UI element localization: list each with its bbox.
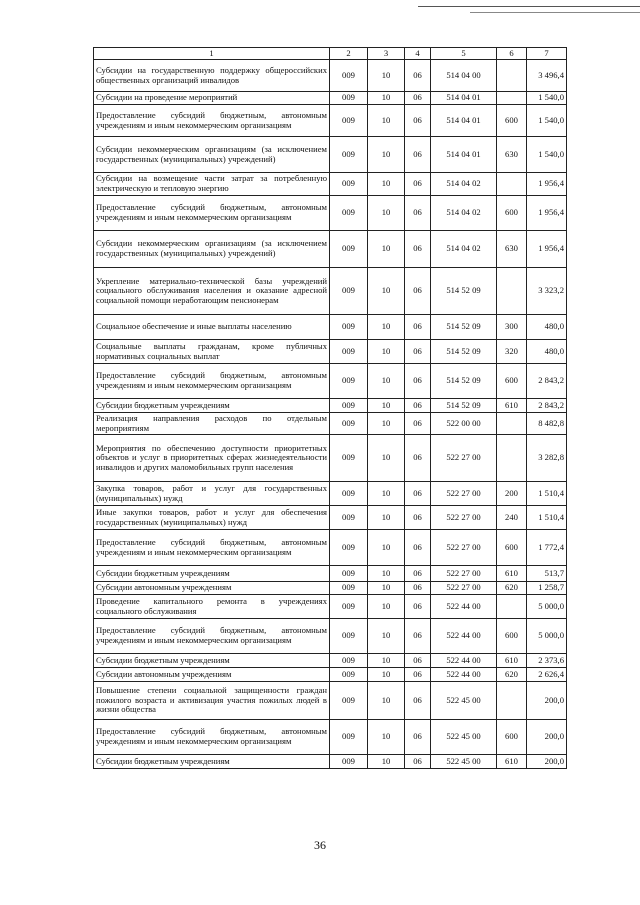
row-description: Субсидии автономным учреждениям xyxy=(94,582,330,595)
target-article-code: 514 52 09 xyxy=(431,340,497,364)
target-article-code: 514 52 09 xyxy=(431,315,497,340)
expense-type-code xyxy=(497,92,527,105)
row-description: Закупка товаров, работ и услуг для государственных (муниципальных) нужд xyxy=(94,482,330,506)
section-code: 10 xyxy=(368,506,405,530)
section-code: 10 xyxy=(368,582,405,595)
expense-type-code: 300 xyxy=(497,315,527,340)
subsection-code: 06 xyxy=(405,196,431,231)
expense-type-code: 620 xyxy=(497,582,527,595)
ministry-code: 009 xyxy=(330,268,368,315)
column-header: 2 xyxy=(330,48,368,60)
row-description: Субсидии на государственную поддержку общероссийских общественных организаций инвалидов xyxy=(94,60,330,92)
table-row xyxy=(94,582,567,595)
amount-value: 480,0 xyxy=(527,315,567,340)
target-article-code: 514 52 09 xyxy=(431,364,497,399)
subsection-code: 06 xyxy=(405,413,431,435)
amount-value: 2 373,6 xyxy=(527,654,567,668)
expense-type-code xyxy=(497,60,527,92)
subsection-code: 06 xyxy=(405,105,431,137)
row-description: Субсидии на возмещение части затрат за потребленную электрическую и тепловую энергию xyxy=(94,173,330,196)
section-code: 10 xyxy=(368,399,405,413)
column-header: 7 xyxy=(527,48,567,60)
row-description: Иные закупки товаров, работ и услуг для обеспечения государственных (муниципальных) нужд xyxy=(94,506,330,530)
column-header: 1 xyxy=(94,48,330,60)
expense-type-code xyxy=(497,595,527,619)
subsection-code: 06 xyxy=(405,231,431,268)
row-description: Субсидии на проведение мероприятий xyxy=(94,92,330,105)
expense-type-code: 610 xyxy=(497,399,527,413)
table-row xyxy=(94,173,567,196)
target-article-code: 514 04 00 xyxy=(431,60,497,92)
expense-type-code: 600 xyxy=(497,105,527,137)
row-description: Субсидии бюджетным учреждениям xyxy=(94,755,330,769)
section-code: 10 xyxy=(368,619,405,654)
table-row xyxy=(94,92,567,105)
expense-type-code xyxy=(497,435,527,482)
subsection-code: 06 xyxy=(405,364,431,399)
amount-value: 1 258,7 xyxy=(527,582,567,595)
target-article-code: 514 04 02 xyxy=(431,231,497,268)
subsection-code: 06 xyxy=(405,268,431,315)
ministry-code: 009 xyxy=(330,668,368,682)
target-article-code: 522 27 00 xyxy=(431,582,497,595)
amount-value: 200,0 xyxy=(527,755,567,769)
target-article-code: 522 45 00 xyxy=(431,755,497,769)
subsection-code: 06 xyxy=(405,137,431,173)
subsection-code: 06 xyxy=(405,619,431,654)
table-row xyxy=(94,566,567,582)
ministry-code: 009 xyxy=(330,315,368,340)
ministry-code: 009 xyxy=(330,482,368,506)
column-header: 5 xyxy=(431,48,497,60)
subsection-code: 06 xyxy=(405,595,431,619)
amount-value: 2 626,4 xyxy=(527,668,567,682)
section-code: 10 xyxy=(368,268,405,315)
row-description: Социальное обеспечение и иные выплаты населению xyxy=(94,315,330,340)
column-header: 3 xyxy=(368,48,405,60)
target-article-code: 522 44 00 xyxy=(431,668,497,682)
section-code: 10 xyxy=(368,530,405,566)
expense-type-code: 200 xyxy=(497,482,527,506)
ministry-code: 009 xyxy=(330,92,368,105)
amount-value: 3 282,8 xyxy=(527,435,567,482)
subsection-code: 06 xyxy=(405,399,431,413)
table-row xyxy=(94,654,567,668)
amount-value: 8 482,8 xyxy=(527,413,567,435)
target-article-code: 514 52 09 xyxy=(431,399,497,413)
row-description: Мероприятия по обеспечению доступности приоритетных объектов и услуг в приоритетных сферах жизнедеятельности инвалидов и других маломобильных групп населения xyxy=(94,435,330,482)
amount-value: 3 496,4 xyxy=(527,60,567,92)
section-code: 10 xyxy=(368,413,405,435)
table-row xyxy=(94,315,567,340)
ministry-code: 009 xyxy=(330,682,368,720)
row-description: Повышение степени социальной защищенности граждан пожилого возраста и активизация участия пожилых людей в жизни общества xyxy=(94,682,330,720)
subsection-code: 06 xyxy=(405,506,431,530)
subsection-code: 06 xyxy=(405,682,431,720)
expense-type-code xyxy=(497,682,527,720)
section-code: 10 xyxy=(368,482,405,506)
expense-type-code: 600 xyxy=(497,530,527,566)
target-article-code: 514 52 09 xyxy=(431,268,497,315)
ministry-code: 009 xyxy=(330,506,368,530)
table-row xyxy=(94,435,567,482)
header-rule-secondary xyxy=(470,12,640,13)
budget-table xyxy=(93,47,567,769)
expense-type-code: 600 xyxy=(497,720,527,755)
ministry-code: 009 xyxy=(330,364,368,399)
ministry-code: 009 xyxy=(330,399,368,413)
target-article-code: 514 04 02 xyxy=(431,196,497,231)
target-article-code: 522 27 00 xyxy=(431,435,497,482)
ministry-code: 009 xyxy=(330,60,368,92)
row-description: Предоставление субсидий бюджетным, автономным учреждениям и иным некоммерческим организациям xyxy=(94,619,330,654)
amount-value: 2 843,2 xyxy=(527,364,567,399)
row-description: Социальные выплаты гражданам, кроме публичных нормативных социальных выплат xyxy=(94,340,330,364)
amount-value: 1 956,4 xyxy=(527,173,567,196)
section-code: 10 xyxy=(368,340,405,364)
expense-type-code xyxy=(497,413,527,435)
amount-value: 1 540,0 xyxy=(527,105,567,137)
table-row xyxy=(94,682,567,720)
expense-type-code: 630 xyxy=(497,231,527,268)
subsection-code: 06 xyxy=(405,435,431,482)
target-article-code: 522 27 00 xyxy=(431,566,497,582)
page-number: 36 xyxy=(314,838,326,852)
section-code: 10 xyxy=(368,137,405,173)
amount-value: 5 000,0 xyxy=(527,595,567,619)
ministry-code: 009 xyxy=(330,566,368,582)
expense-type-code: 610 xyxy=(497,654,527,668)
subsection-code: 06 xyxy=(405,173,431,196)
section-code: 10 xyxy=(368,654,405,668)
amount-value: 1 510,4 xyxy=(527,482,567,506)
table-row xyxy=(94,60,567,92)
target-article-code: 522 27 00 xyxy=(431,506,497,530)
ministry-code: 009 xyxy=(330,619,368,654)
table-row xyxy=(94,482,567,506)
table-row xyxy=(94,196,567,231)
subsection-code: 06 xyxy=(405,755,431,769)
row-description: Субсидии некоммерческим организациям (за исключением государственных (муниципальных) учреждений) xyxy=(94,137,330,173)
target-article-code: 514 04 01 xyxy=(431,137,497,173)
table-row xyxy=(94,268,567,315)
table-row xyxy=(94,340,567,364)
ministry-code: 009 xyxy=(330,654,368,668)
subsection-code: 06 xyxy=(405,60,431,92)
table-row xyxy=(94,399,567,413)
subsection-code: 06 xyxy=(405,92,431,105)
ministry-code: 009 xyxy=(330,137,368,173)
ministry-code: 009 xyxy=(330,105,368,137)
expense-type-code: 320 xyxy=(497,340,527,364)
amount-value: 1 956,4 xyxy=(527,231,567,268)
expense-type-code xyxy=(497,268,527,315)
subsection-code: 06 xyxy=(405,582,431,595)
column-header: 4 xyxy=(405,48,431,60)
target-article-code: 522 44 00 xyxy=(431,619,497,654)
subsection-code: 06 xyxy=(405,482,431,506)
row-description: Субсидии бюджетным учреждениям xyxy=(94,399,330,413)
section-code: 10 xyxy=(368,231,405,268)
ministry-code: 009 xyxy=(330,582,368,595)
ministry-code: 009 xyxy=(330,413,368,435)
subsection-code: 06 xyxy=(405,340,431,364)
target-article-code: 514 04 01 xyxy=(431,105,497,137)
target-article-code: 522 44 00 xyxy=(431,654,497,668)
ministry-code: 009 xyxy=(330,196,368,231)
section-code: 10 xyxy=(368,435,405,482)
target-article-code: 522 45 00 xyxy=(431,720,497,755)
amount-value: 480,0 xyxy=(527,340,567,364)
section-code: 10 xyxy=(368,105,405,137)
section-code: 10 xyxy=(368,720,405,755)
row-description: Проведение капитального ремонта в учреждениях социального обслуживания xyxy=(94,595,330,619)
amount-value: 1 956,4 xyxy=(527,196,567,231)
ministry-code: 009 xyxy=(330,755,368,769)
amount-value: 513,7 xyxy=(527,566,567,582)
row-description: Субсидии бюджетным учреждениям xyxy=(94,566,330,582)
subsection-code: 06 xyxy=(405,315,431,340)
subsection-code: 06 xyxy=(405,654,431,668)
expense-type-code: 620 xyxy=(497,668,527,682)
table-row xyxy=(94,530,567,566)
ministry-code: 009 xyxy=(330,720,368,755)
column-header: 6 xyxy=(497,48,527,60)
section-code: 10 xyxy=(368,173,405,196)
column-number-row xyxy=(94,48,567,60)
amount-value: 2 843,2 xyxy=(527,399,567,413)
row-description: Реализация направления расходов по отдельным мероприятиям xyxy=(94,413,330,435)
table-row xyxy=(94,619,567,654)
table-row xyxy=(94,364,567,399)
subsection-code: 06 xyxy=(405,530,431,566)
header-rule xyxy=(418,6,640,7)
amount-value: 200,0 xyxy=(527,720,567,755)
table-body xyxy=(94,60,567,769)
table-row xyxy=(94,720,567,755)
amount-value: 5 000,0 xyxy=(527,619,567,654)
expense-type-code xyxy=(497,173,527,196)
ministry-code: 009 xyxy=(330,595,368,619)
target-article-code: 522 44 00 xyxy=(431,595,497,619)
section-code: 10 xyxy=(368,364,405,399)
table-row xyxy=(94,105,567,137)
subsection-code: 06 xyxy=(405,668,431,682)
table-row xyxy=(94,231,567,268)
expense-type-code: 600 xyxy=(497,364,527,399)
row-description: Предоставление субсидий бюджетным, автономным учреждениям и иным некоммерческим организациям xyxy=(94,720,330,755)
table-row xyxy=(94,506,567,530)
target-article-code: 514 04 02 xyxy=(431,173,497,196)
table-row xyxy=(94,755,567,769)
section-code: 10 xyxy=(368,682,405,720)
section-code: 10 xyxy=(368,595,405,619)
target-article-code: 522 27 00 xyxy=(431,482,497,506)
ministry-code: 009 xyxy=(330,173,368,196)
row-description: Субсидии некоммерческим организациям (за исключением государственных (муниципальных) учреждений) xyxy=(94,231,330,268)
target-article-code: 522 27 00 xyxy=(431,530,497,566)
ministry-code: 009 xyxy=(330,231,368,268)
expense-type-code: 240 xyxy=(497,506,527,530)
table-row xyxy=(94,137,567,173)
row-description: Предоставление субсидий бюджетным, автономным учреждениям и иным некоммерческим организациям xyxy=(94,196,330,231)
row-description: Субсидии бюджетным учреждениям xyxy=(94,654,330,668)
expense-type-code: 600 xyxy=(497,619,527,654)
section-code: 10 xyxy=(368,566,405,582)
section-code: 10 xyxy=(368,196,405,231)
subsection-code: 06 xyxy=(405,720,431,755)
amount-value: 1 510,4 xyxy=(527,506,567,530)
target-article-code: 514 04 01 xyxy=(431,92,497,105)
expense-type-code: 630 xyxy=(497,137,527,173)
section-code: 10 xyxy=(368,60,405,92)
target-article-code: 522 45 00 xyxy=(431,682,497,720)
row-description: Предоставление субсидий бюджетным, автономным учреждениям и иным некоммерческим организациям xyxy=(94,105,330,137)
ministry-code: 009 xyxy=(330,340,368,364)
section-code: 10 xyxy=(368,755,405,769)
ministry-code: 009 xyxy=(330,530,368,566)
ministry-code: 009 xyxy=(330,435,368,482)
target-article-code: 522 00 00 xyxy=(431,413,497,435)
section-code: 10 xyxy=(368,315,405,340)
amount-value: 3 323,2 xyxy=(527,268,567,315)
subsection-code: 06 xyxy=(405,566,431,582)
table-row xyxy=(94,595,567,619)
section-code: 10 xyxy=(368,92,405,105)
expense-type-code: 610 xyxy=(497,755,527,769)
row-description: Предоставление субсидий бюджетным, автономным учреждениям и иным некоммерческим организациям xyxy=(94,364,330,399)
section-code: 10 xyxy=(368,668,405,682)
row-description: Укрепление материально-технической базы учреждений социального обслуживания населения и оказание адресной социальной помощи неработающим пенсионерам xyxy=(94,268,330,315)
amount-value: 1 540,0 xyxy=(527,92,567,105)
table-row xyxy=(94,668,567,682)
amount-value: 200,0 xyxy=(527,682,567,720)
table-row xyxy=(94,413,567,435)
amount-value: 1 540,0 xyxy=(527,137,567,173)
expense-type-code: 610 xyxy=(497,566,527,582)
row-description: Предоставление субсидий бюджетным, автономным учреждениям и иным некоммерческим организациям xyxy=(94,530,330,566)
expense-type-code: 600 xyxy=(497,196,527,231)
amount-value: 1 772,4 xyxy=(527,530,567,566)
row-description: Субсидии автономным учреждениям xyxy=(94,668,330,682)
